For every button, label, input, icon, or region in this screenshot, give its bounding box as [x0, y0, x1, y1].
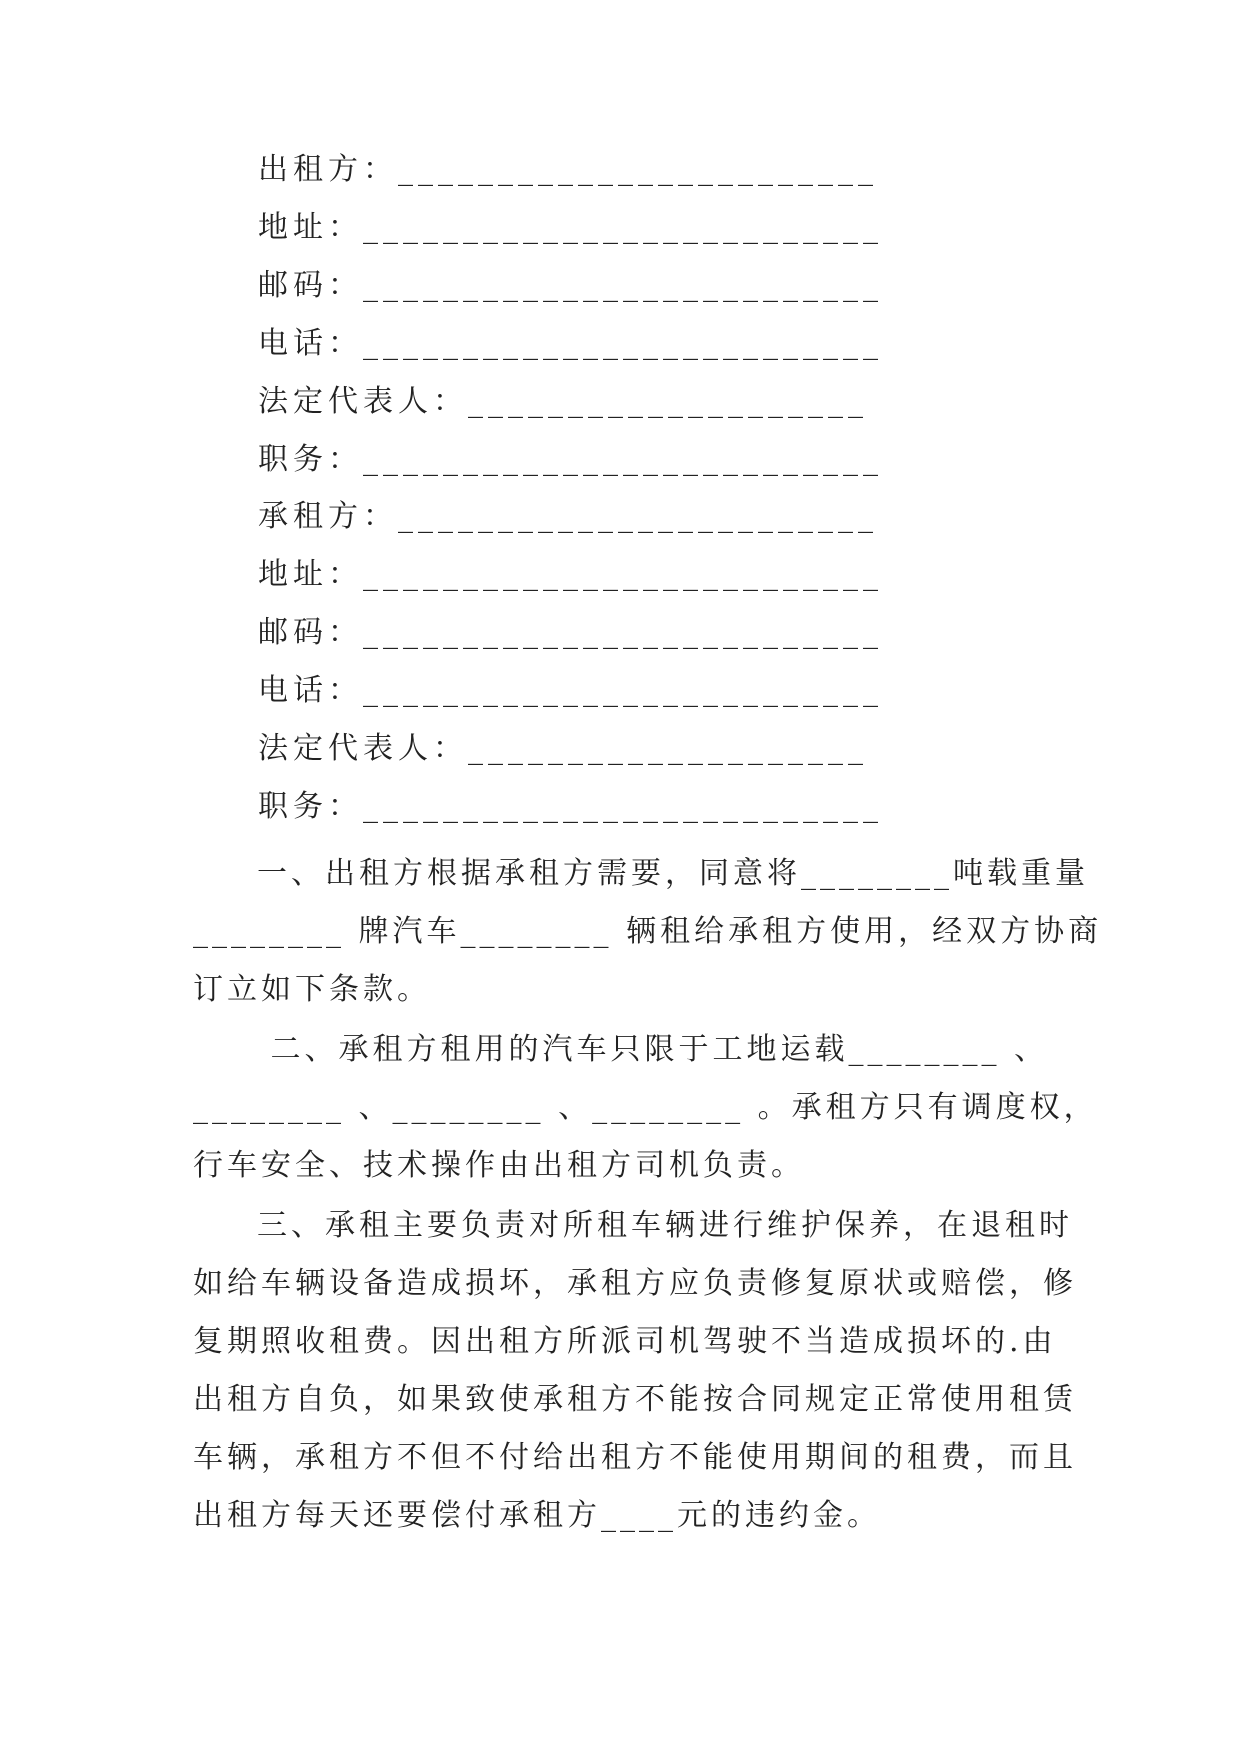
lessee-rep-line: 法定代表人：____________________: [258, 731, 868, 766]
clause-3: [193, 1197, 1077, 1545]
lessee-postcode-line: 邮码：__________________________: [258, 615, 883, 650]
lessee-address-line: 地址：__________________________: [258, 557, 883, 592]
lessor-position-line: 职务：__________________________: [258, 442, 883, 477]
clause-3-line: 出租方每天还要偿付承租方____元的违约金。: [193, 1498, 881, 1533]
clause-1: [193, 845, 1103, 1019]
lessor-postcode-line: 邮码：__________________________: [258, 268, 883, 303]
clause-1-line: 一、出租方根据承租方需要，同意将________吨载重量: [257, 856, 1089, 891]
clause-3-line: 如给车辆设备造成损坏，承租方应负责修复原状或赔偿，修: [193, 1266, 1077, 1301]
clause-1-line: 订立如下条款。: [193, 972, 431, 1007]
lessor-party-line: 出租方：________________________: [258, 152, 878, 187]
lessee-phone-line: 电话：__________________________: [258, 673, 883, 708]
clause-2-line: 二、承租方租用的汽车只限于工地运载________ 、: [257, 1032, 1049, 1067]
clause-3-line: 车辆，承租方不但不付给出租方不能使用期间的租费，而且: [193, 1440, 1077, 1475]
lessor-phone-line: 电话：__________________________: [258, 326, 883, 361]
lessor-rep-line: 法定代表人：____________________: [258, 384, 868, 419]
clause-3-line: 复期照收租费。因出租方所派司机驾驶不当造成损坏的.由: [193, 1324, 1057, 1359]
lessor-address-line: 地址：__________________________: [258, 210, 883, 245]
clause-1-line: ________ 牌汽车________ 辆租给承租方使用，经双方协商: [193, 914, 1103, 949]
clause-2-line: 行车安全、技术操作由出租方司机负责。: [193, 1148, 805, 1183]
lessee-party-line: 承租方：________________________: [258, 499, 878, 534]
clause-2-line: ________ 、________ 、________ 。承租方只有调度权，: [193, 1090, 1098, 1125]
lessee-position-line: 职务：__________________________: [258, 789, 883, 824]
clause-2: [193, 1021, 1098, 1195]
clause-3-line: 出租方自负，如果致使承租方不能按合同规定正常使用租赁: [193, 1382, 1077, 1417]
clause-3-line: 三、承租主要负责对所租车辆进行维护保养，在退租时: [257, 1208, 1073, 1243]
